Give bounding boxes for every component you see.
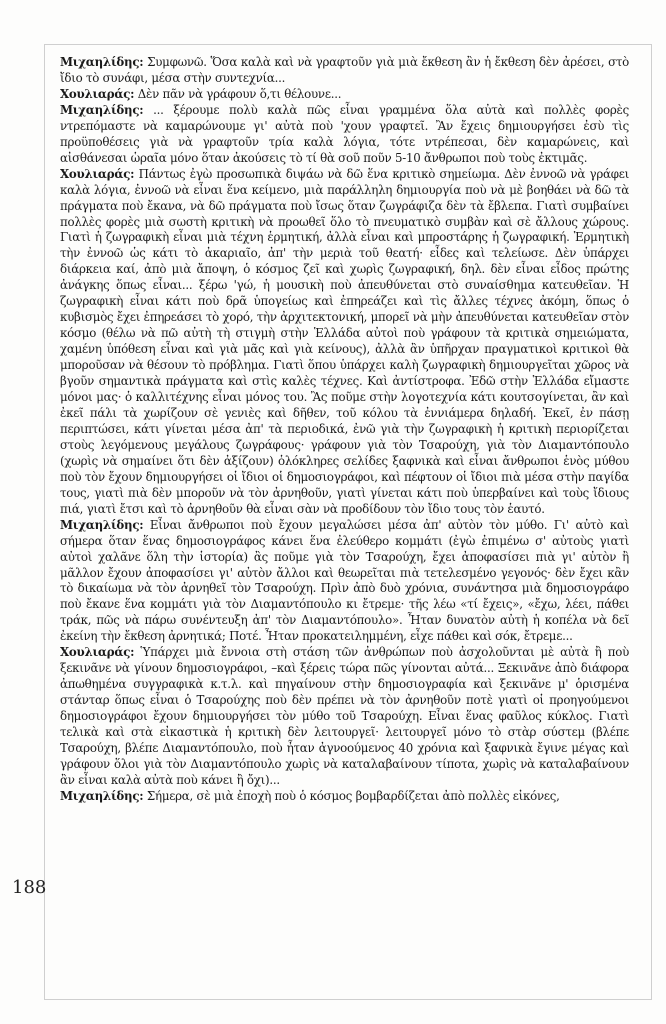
speaker-name: Μιχαηλίδης: bbox=[60, 55, 144, 69]
dialogue-paragraph bbox=[60, 167, 629, 518]
dialogue-paragraph bbox=[60, 645, 629, 789]
dialogue-paragraph bbox=[60, 103, 629, 167]
dialogue-text: Σήμερα, σὲ μιὰ ἐποχὴ ποὺ ὁ κόσμος βομβαρδίζεται ἀπὸ πολλὲς εἰκόνες, bbox=[143, 788, 560, 803]
dialogue-paragraph bbox=[60, 789, 629, 805]
dialogue-text: Εἶναι ἄνθρωποι ποὺ ἔχουν μεγαλώσει μέσα ἀπ' αὐτὸν τὸν μύθο. Γι' αὐτὸ καὶ σήμερα ὅταν ἕνας δημοσιογράφος κάνει ἕνα ἐλεύθερο κομμάτι (ἐγὼ ἐπιμένω σ' αὐτοὺς γιατὶ αὐτοὶ χαλᾶνε ὅλη τὴν ἱστορία) ἂς ποῦμε γιὰ τὸν Τσαρούχη, ἔχει ἀποφασίσει πιὰ γι' αὐτὸν ἢ μᾶλλον ἔχουν ἀποφασίσει γι' αὐτὸν ἄλλοι καὶ θεωρεῖται πιὰ τετελεσμένο γεγονός· δὲν ἔχει κἂν τὸ δικαίωμα νὰ τὸν ἀρνηθεῖ τὸν Τσαρούχη. Πρὶν ἀπὸ δυὸ χρόνια, συνάντησα μιὰ δημοσιογράφο ποὺ ἔκανε ἕνα κομμάτι γιὰ τὸν Διαμαντόπουλο κι ἔτρεμε· τῆς λέω «τί ἔχεις», «ἔχω, λέει, πάθει τράκ, πῶς νὰ πάρω συνέντευξη ἀπ' τὸν Διαμαντόπουλο». Ἦταν δυνατὸν αὐτὴ ἡ κοπέλα νὰ δεῖ ἐκείνη τὴν ἔκθεση ἀρνητικά; Ποτέ. Ἦταν προκατειλημμένη, εἶχε πάθει καὶ σόκ, ἔτρεμε... bbox=[60, 517, 629, 644]
speaker-name: Μιχαηλίδης: bbox=[60, 517, 144, 532]
dialogue-text: Πάντως ἐγὼ προσωπικὰ διψάω νὰ δῶ ἕνα κριτικὸ σημείωμα. Δὲν ἐννοῶ νὰ γράφει καλὰ λόγια, ἐννοῶ νὰ εἶναι ἕνα κείμενο, μιὰ παράλληλη δημιουργία ποὺ νὰ μὲ βοηθάει νὰ δῶ τὰ πράγματα ποὺ ἔκανα, νὰ δῶ πράγματα ποὺ ἴσως ὅταν ζωγράφιζα δὲν τὰ ἔβλεπα. Γιατὶ συμβαίνει πολλὲς φορὲς μιὰ σωστὴ κριτικὴ νὰ προωθεῖ ὅλο τὸ πνευματικὸ συμβὰν καὶ σὲ ἄλλους χώρους. Γιατὶ ἡ ζωγραφικὴ εἶναι μιὰ τέχνη ἑρμητική, ἀλλὰ εἶναι καὶ μπροστάρης ἡ ζωγραφική. Ἑρμητικὴ τὴν ἐννοῶ ὡς κάτι τὸ ἀκαριαῖο, ἀπ' τὴν μεριὰ τοῦ θεατή· εἶδες καὶ τελείωσε. Δὲν ὑπάρχει διάρκεια καί, ἀπὸ μιὰ ἄποψη, ὁ κόσμος ζεῖ καὶ χωρὶς ζωγραφική, δηλ. δὲν εἶναι εἶδος πρώτης ἀνάγκης ὅπως εἶναι... ξέρω 'γώ, ἡ μουσικὴ ποὺ ἀπευθύνεται στὸ συναίσθημα κατευθεῖαν. Ἡ ζωγραφικὴ εἶναι κάτι ποὺ δρᾶ ὑπογείως καὶ ἐπηρεάζει καὶ τὶς ἄλλες τέχνες ἀκόμη, ὅπως ὁ κυβισμὸς ἔχει ἐπηρεάσει τὸ χορό, τὴν ἀρχιτεκτονική, μπορεῖ νὰ μὴν ἀπευθύνεται κατευθεῖαν στὸν κόσμο (θέλω νὰ πῶ αὐτὴ τὴ στιγμὴ στὴν Ἑλλάδα αὐτοὶ ποὺ γράφουν τὰ κριτικὰ σημειώματα, χαμένη ὑπόθεση εἶναι καὶ γιὰ μᾶς καὶ γιὰ κείνους), ἀλλὰ ἂν ὑπῆρχαν πραγματικοὶ κριτικοὶ θὰ μποροῦσαν νὰ θέσουν τὸ πρόβλημα. Γιατὶ ὅπου ὑπάρχει καλὴ ζωγραφικὴ δημιουργεῖται χῶρος νὰ βγοῦν σημαντικὰ πράγματα καὶ στὶς καλὲς τέχνες. Καὶ ἀντίστροφα. Ἐδῶ στὴν Ἑλλάδα εἴμαστε μόνοι μας· ὁ καλλιτέχνης εἶναι μόνος του. Ἂς ποῦμε στὴν λογοτεχνία κάτι κουτσογίνεται, ἂν καὶ ἐκεῖ πάλι τὰ χωρίζουν σὲ γενιὲς καὶ δῆθεν, τοῦ κόλου τὰ ἐννιάμερα δηλαδή. Ἐκεῖ, ἐν πάσῃ περιπτώσει, κάτι γίνεται μέσα ἀπ' τὰ περιοδικά, ἐνῶ γιὰ τὴν ζωγραφικὴ ἡ κριτικὴ περιορίζεται στοὺς λεγόμενους μεγάλους ζωγράφους· γράφουν γιὰ τὸν Τσαρούχη, γιὰ τὸν Διαμαντόπουλο (χωρὶς νὰ σημαίνει ὅτι δὲν ἀξίζουν) ὁλόκληρες σελίδες ξαφνικὰ καὶ εἶναι ἄνθρωποι ἑνὸς μύθου ποὺ τὸν ἔχουν δημιουργήσει οἱ ἴδιοι οἱ δημοσιογράφοι, καὶ πέφτουν οἱ ἴδιοι πιὰ μέσα στὴν παγίδα τους, γιατὶ πιὰ δὲν μποροῦν νὰ τὸν ἀρνηθοῦν, γιατὶ γίνεται κάτι ποὺ ὑπερβαίνει καὶ τοὺς ἴδιους πιά, γιατὶ ἔτσι καὶ τὸ ἀρνηθοῦν θὰ εἶναι σὰν νὰ προδίδουν τὸν ἴδιο τους τὸν ἑαυτό. bbox=[60, 166, 629, 516]
page-number: 188 bbox=[12, 877, 47, 898]
dialogue-text: Ὑπάρχει μιὰ ἔννοια στὴ στάση τῶν ἀνθρώπων ποὺ ἀσχολοῦνται μὲ αὐτὰ ἢ ποὺ ξεκινᾶνε νὰ γίνουν δημοσιογράφοι, –καὶ ξέρεις τώρα πῶς γίνονται αὐτά... Ξεκινᾶνε ἀπὸ διάφορα ἀπωθημένα συγγραφικὰ κ.τ.λ. καὶ πηγαίνουν στὴν δημοσιογραφία καὶ ξεκινᾶνε μ' ὁρισμένα στάνταρ ὅπως εἶναι ὁ Τσαρούχης ποὺ δὲν πρέπει νὰ τὸν ἀρνηθοῦν ποτὲ γιατὶ οἱ προηγούμενοι δημοσιογράφοι ἔχουν δημιουργήσει τὸν μύθο τοῦ Τσαρούχη. Εἶναι ἕνας φαῦλος κύκλος. Γιατὶ τελικὰ καὶ στὰ εἰκαστικὰ ἡ κριτικὴ δὲν λειτουργεῖ· λειτουργεῖ μόνο τὸ στὰρ σύστεμ (βλέπε Τσαρούχη, βλέπε Διαμαντόπουλο, ποὺ ἦταν ἀγνοούμενος 40 χρόνια καὶ ξαφνικὰ ἔγινε μέγας καὶ γράφουν ὅλοι γιὰ τὸν Διαμαντόπουλο χωρὶς νὰ καταλαβαίνουν τίποτα, χωρὶς νὰ καταλαβαίνουν ἂν εἶναι καλὰ αὐτὰ ποὺ κάνει ἢ ὄχι)... bbox=[60, 645, 629, 787]
dialogue-paragraph bbox=[60, 55, 629, 87]
dialogue-text: ... ξέρουμε πολὺ καλὰ πῶς εἶναι γραμμένα ὅλα αὐτὰ καὶ πολλὲς φορὲς ντρεπόμαστε νὰ καμαρώνουμε γι' αὐτὰ ποὺ 'χουν γραφτεῖ. Ἂν ἔχεις δημιουργήσει ἐσὺ τὶς προϋποθέσεις γιὰ νὰ γραφτοῦν τρία καλὰ λόγια, τότε ντρέπεσαι, δὲν καμαρώνεις, καὶ αἰσθάνεσαι ὡραῖα μόνο ὅταν ἀκούσεις τὸ τί θὰ σοῦ ποῦν 5-10 ἄνθρωποι ποὺ τοὺς ἐκτιμᾶς. bbox=[60, 102, 629, 165]
speaker-name: Χουλιαράς: bbox=[60, 166, 135, 181]
speaker-name: Χουλιαράς: bbox=[60, 645, 135, 660]
interview-text bbox=[60, 55, 629, 805]
speaker-name: Μιχαηλίδης: bbox=[60, 102, 144, 117]
speaker-name: Μιχαηλίδης: bbox=[60, 788, 144, 803]
dialogue-text: Συμφωνῶ. Ὅσα καλὰ καὶ νὰ γραφτοῦν γιὰ μιὰ ἔκθεση ἂν ἡ ἔκθεση δὲν ἀρέσει, στὸ ἴδιο τὸ συνάφι, μέσα στὴν συντεχνία... bbox=[60, 55, 629, 85]
dialogue-text: Δὲν πᾶν νὰ γράφουν ὅ,τι θέλουνε... bbox=[134, 86, 342, 101]
dialogue-paragraph bbox=[60, 518, 629, 646]
dialogue-paragraph bbox=[60, 87, 629, 103]
speaker-name: Χουλιαράς: bbox=[60, 86, 135, 101]
